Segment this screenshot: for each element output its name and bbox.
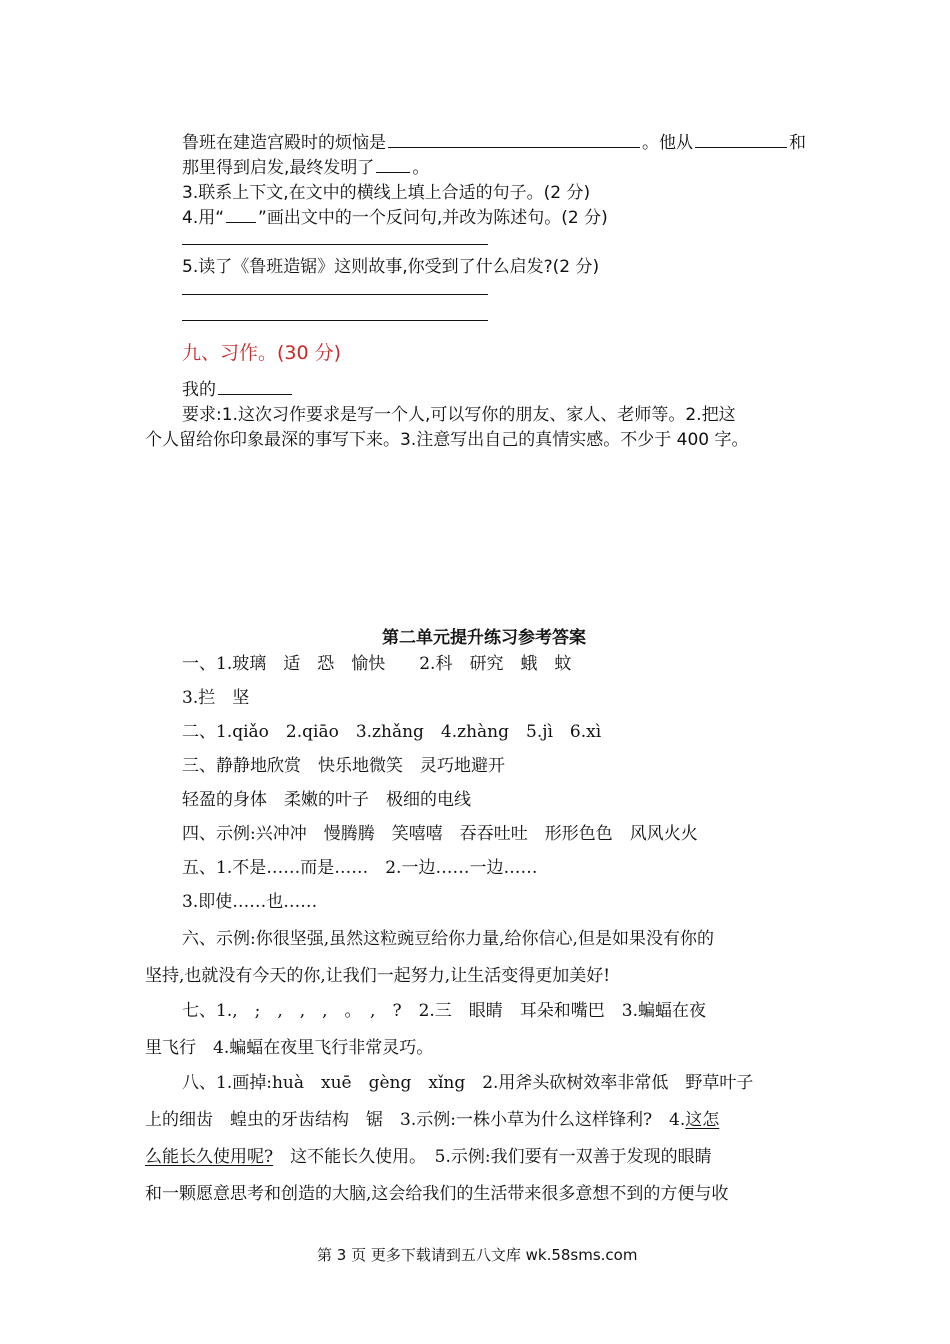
- q5-text: 5.读了《鲁班造锯》这则故事,你受到了什么启发?(2 分): [182, 257, 600, 277]
- answer-line: [145, 1105, 719, 1130]
- answer-line: 三、静静地欣赏 快乐地微笑 灵巧地避开: [182, 756, 505, 776]
- q2-line-1: [182, 128, 806, 153]
- answer-line: 一、1.玻璃 适 恐 愉快 2.科 研究 蛾 蚊: [182, 654, 572, 674]
- answer-line: [145, 1142, 712, 1167]
- answer-line: 八、1.画掉:huà xuē gèng xǐng 2.用斧头砍树效率非常低 野草叶子: [182, 1073, 754, 1093]
- q2-text: 那里得到启发,最终发明了: [182, 158, 375, 178]
- underline-sample: [226, 221, 256, 223]
- answer-line: 3.即使……也……: [182, 892, 318, 912]
- essay-requirement-2: 个人留给你印象最深的事写下来。3.注意写出自己的真情实感。不少于 400 字。: [145, 430, 749, 450]
- answer-text: 上的细齿 蝗虫的牙齿结构 锯 3.示例:一株小草为什么这样锋利? 4.: [145, 1110, 686, 1130]
- section-9-heading: 九、习作。(30 分): [182, 342, 342, 364]
- answer-blank[interactable]: [695, 146, 787, 148]
- essay-requirement-1: 要求:1.这次习作要求是写一个人,可以写你的朋友、家人、老师等。2.把这: [182, 405, 736, 425]
- essay-title-blank[interactable]: [218, 393, 292, 395]
- underlined-question: 么能长久使用呢?: [145, 1147, 274, 1167]
- answer-line: 五、1.不是……而是…… 2.一边……一边……: [182, 858, 538, 878]
- q4-text-part: 4.用“: [182, 208, 225, 228]
- underlined-question: 这怎: [685, 1110, 720, 1130]
- answer-blank[interactable]: [376, 171, 410, 173]
- q2-line-2: [182, 153, 429, 178]
- answer-text: 这不能长久使用。 5.示例:我们要有一双善于发现的眼睛: [273, 1147, 712, 1167]
- answer-line-q5-1[interactable]: [182, 294, 488, 295]
- q2-text: 和: [789, 133, 806, 153]
- q4-text: [182, 203, 608, 228]
- answer-line-q5-2[interactable]: [182, 320, 488, 321]
- answer-line: 四、示例:兴冲冲 慢腾腾 笑嘻嘻 吞吞吐吐 形形色色 风风火火: [182, 824, 698, 844]
- essay-title-prefix: 我的: [182, 380, 216, 400]
- answer-line: 二、1.qiǎo 2.qiāo 3.zhǎng 4.zhàng 5.jì 6.xì: [182, 722, 602, 742]
- answer-line: 和一颗愿意思考和创造的大脑,这会给我们的生活带来很多意想不到的方便与收: [145, 1184, 729, 1204]
- answer-line-q4[interactable]: [182, 244, 488, 245]
- answer-line: 轻盈的身体 柔嫩的叶子 极细的电线: [182, 790, 471, 810]
- q2-text: 。: [412, 158, 430, 178]
- answer-line: 里飞行 4.蝙蝠在夜里飞行非常灵巧。: [145, 1038, 434, 1058]
- q4-text-part: ”画出文中的一个反问句,并改为陈述句。(2 分): [258, 208, 608, 228]
- q2-text: 。他从: [642, 133, 693, 153]
- answer-line: 六、示例:你很坚强,虽然这粒豌豆给你力量,给你信心,但是如果没有你的: [182, 929, 714, 949]
- q3-text: 3.联系上下文,在文中的横线上填上合适的句子。(2 分): [182, 183, 591, 203]
- answer-line: 七、1., ; , , , 。 , ? 2.三 眼睛 耳朵和嘴巴 3.蝙蝠在夜: [182, 1001, 707, 1021]
- page-footer: 第 3 页 更多下载请到五八文库 wk.58sms.com: [317, 1246, 638, 1264]
- answer-line: 3.拦 坚: [182, 688, 250, 708]
- answer-line: 坚持,也就没有今天的你,让我们一起努力,让生活变得更加美好!: [145, 966, 611, 986]
- answers-title: 第二单元提升练习参考答案: [382, 628, 586, 648]
- answer-blank[interactable]: [388, 146, 640, 148]
- q2-text: 鲁班在建造宫殿时的烦恼是: [182, 133, 386, 153]
- essay-title-line: [182, 375, 294, 400]
